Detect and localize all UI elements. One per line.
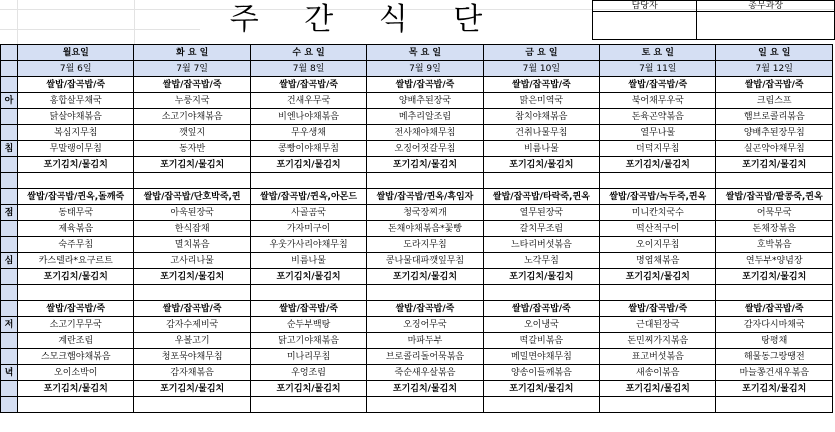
breakfast-menu-item: 쌀밥/잡곡밥/죽	[716, 77, 833, 93]
lunch-row	[1, 205, 833, 221]
lunch-menu-item: 미니칸치국수	[600, 205, 716, 221]
breakfast-menu-item: 돈육곤약볶음	[600, 109, 716, 125]
lunch-menu-item: 돈채장볶음	[716, 221, 833, 237]
breakfast-menu-item: 소고기야채볶음	[134, 109, 250, 125]
lunch-menu-item: 명엽채볶음	[600, 253, 716, 269]
dinner-menu-item	[483, 397, 599, 413]
lunch-menu-item: 호박볶음	[716, 237, 833, 253]
lunch-row	[1, 221, 833, 237]
dinner-menu-item	[716, 397, 833, 413]
breakfast-menu-item	[18, 173, 134, 189]
breakfast-menu-item: 무우생채	[250, 125, 366, 141]
breakfast-menu-item	[250, 173, 366, 189]
breakfast-row	[1, 173, 833, 189]
lunch-menu-item: 어묵무국	[716, 205, 833, 221]
breakfast-menu-item: 참치야채볶음	[483, 109, 599, 125]
lunch-label-cell: 점	[1, 205, 18, 221]
dinner-menu-item: 브로콜리돌어묵볶음	[367, 349, 483, 365]
sheet-gridline	[17, 0, 18, 44]
dinner-menu-item: 쌀밥/잡곡밥/죽	[716, 301, 833, 317]
lunch-menu-item: 쌀밥/잡곡밥/단호박죽,퀸	[134, 189, 250, 205]
dinner-menu-item: 죽순새우살볶음	[367, 365, 483, 381]
dinner-row	[1, 333, 833, 349]
dinner-menu-item: 감자다시마채국	[716, 317, 833, 333]
day-name: 목 요 일	[367, 45, 483, 61]
day-header-row	[1, 45, 833, 61]
lunch-label-cell	[1, 285, 18, 301]
breakfast-menu-item: 쌀밥/잡곡밥/죽	[18, 77, 134, 93]
dinner-row	[1, 397, 833, 413]
breakfast-menu-item: 포기김치/물김치	[18, 157, 134, 173]
breakfast-menu-item: 더덕지무침	[600, 141, 716, 157]
breakfast-menu-item	[483, 173, 599, 189]
dinner-menu-item: 메밀면야채무침	[483, 349, 599, 365]
dinner-menu-item: 새송이볶음	[600, 365, 716, 381]
breakfast-label-cell	[1, 109, 18, 125]
lunch-menu-item: 포기김치/물김치	[600, 269, 716, 285]
breakfast-menu-item: 포기김치/물김치	[134, 157, 250, 173]
page-title: 주 간 식 단	[229, 2, 501, 37]
breakfast-label-cell: 아	[1, 93, 18, 109]
breakfast-menu-item: 오징어젓갈무침	[367, 141, 483, 157]
approval-label-chief: 총무과장	[697, 1, 835, 12]
dinner-label-cell	[1, 349, 18, 365]
breakfast-label-cell	[1, 125, 18, 141]
dinner-menu-item: 돈민찌가지볶음	[600, 333, 716, 349]
lunch-menu-item: 숙주무침	[18, 237, 134, 253]
lunch-menu-item: 포기김치/물김치	[134, 269, 250, 285]
dinner-label-cell	[1, 333, 18, 349]
dinner-menu-item: 포기김치/물김치	[250, 381, 366, 397]
breakfast-menu-item	[367, 173, 483, 189]
dinner-menu-item: 오이냉국	[483, 317, 599, 333]
corner-cell	[1, 45, 18, 61]
dinner-menu-item: 표고버섯볶음	[600, 349, 716, 365]
lunch-menu-item: 쌀밥/잡곡밥/팥콩죽,퀸옥	[716, 189, 833, 205]
lunch-menu-item: 포기김치/물김치	[367, 269, 483, 285]
breakfast-label-cell	[1, 173, 18, 189]
dinner-label-cell	[1, 301, 18, 317]
dinner-row	[1, 301, 833, 317]
breakfast-row	[1, 141, 833, 157]
dinner-menu-item: 미나리무침	[250, 349, 366, 365]
lunch-label-cell	[1, 237, 18, 253]
dinner-label-cell: 저	[1, 317, 18, 333]
breakfast-menu-item: 동자반	[134, 141, 250, 157]
breakfast-menu-item: 실곤약야채무침	[716, 141, 833, 157]
dinner-menu-item: 오징어무국	[367, 317, 483, 333]
day-name: 일 요 일	[716, 45, 833, 61]
lunch-menu-item: 카스텔라*요구르트	[18, 253, 134, 269]
breakfast-menu-item	[600, 173, 716, 189]
lunch-menu-item: 떡산적구이	[600, 221, 716, 237]
breakfast-menu-item: 쌀밥/잡곡밥/죽	[367, 77, 483, 93]
dinner-menu-item: 양송이들깨볶음	[483, 365, 599, 381]
lunch-menu-item: 청국장찌개	[367, 205, 483, 221]
lunch-menu-item: 우웃가사리야채무침	[250, 237, 366, 253]
lunch-label-cell: 심	[1, 253, 18, 269]
dinner-menu-item: 마늘쫑건새우볶음	[716, 365, 833, 381]
lunch-menu-item: 포기김치/물김치	[716, 269, 833, 285]
lunch-menu-item: 도라지무침	[367, 237, 483, 253]
day-date: 7월 7일	[134, 61, 250, 77]
breakfast-menu-item: 열무나물	[600, 125, 716, 141]
breakfast-menu-item: 쌀밥/잡곡밥/죽	[250, 77, 366, 93]
dinner-menu-item: 쌀밥/잡곡밥/죽	[483, 301, 599, 317]
dinner-row	[1, 365, 833, 381]
lunch-menu-item	[367, 285, 483, 301]
day-date: 7월 11일	[600, 61, 716, 77]
dinner-menu-item: 포기김치/물김치	[134, 381, 250, 397]
lunch-menu-item: 갈치무조림	[483, 221, 599, 237]
breakfast-menu-item: 양배추된장국	[367, 93, 483, 109]
lunch-menu-item	[18, 285, 134, 301]
breakfast-menu-item: 건취나물무침	[483, 125, 599, 141]
breakfast-menu-item: 양배추된장무침	[716, 125, 833, 141]
lunch-menu-item	[250, 285, 366, 301]
dinner-menu-item: 포기김치/물김치	[483, 381, 599, 397]
breakfast-row	[1, 157, 833, 173]
sheet-gridline	[0, 29, 200, 30]
approval-sign-manager[interactable]	[593, 12, 697, 40]
breakfast-menu-item: 무말랭이무침	[18, 141, 134, 157]
dinner-menu-item: 포기김치/물김치	[367, 381, 483, 397]
dinner-menu-item: 근대된장국	[600, 317, 716, 333]
lunch-menu-item	[716, 285, 833, 301]
lunch-row	[1, 269, 833, 285]
breakfast-menu-item: 포기김치/물김치	[483, 157, 599, 173]
lunch-menu-item: 한식잡채	[134, 221, 250, 237]
dinner-menu-item: 해물동그랑땡전	[716, 349, 833, 365]
lunch-row	[1, 285, 833, 301]
breakfast-menu-item	[134, 173, 250, 189]
dinner-menu-item	[250, 397, 366, 413]
lunch-menu-item: 쌀밥/잡곡밥/녹두죽,퀸옥	[600, 189, 716, 205]
breakfast-menu-item: 포기김치/물김치	[250, 157, 366, 173]
dinner-menu-item: 쌀밥/잡곡밥/죽	[250, 301, 366, 317]
day-date: 7월 12일	[716, 61, 833, 77]
lunch-menu-item	[483, 285, 599, 301]
day-name: 금 요 일	[483, 45, 599, 61]
dinner-menu-item: 마파두부	[367, 333, 483, 349]
breakfast-menu-item: 콩빵이야채무침	[250, 141, 366, 157]
dinner-menu-item: 쌀밥/잡곡밥/죽	[367, 301, 483, 317]
dinner-menu-item: 감자채볶음	[134, 365, 250, 381]
dinner-menu-item	[600, 397, 716, 413]
lunch-label-cell	[1, 269, 18, 285]
dinner-menu-item: 떡갈비볶음	[483, 333, 599, 349]
dinner-label-cell: 녁	[1, 365, 18, 381]
breakfast-menu-item: 포기김치/물김치	[600, 157, 716, 173]
corner-cell	[1, 61, 18, 77]
dinner-row	[1, 317, 833, 333]
breakfast-menu-item	[716, 173, 833, 189]
dinner-menu-item: 쌀밥/잡곡밥/죽	[600, 301, 716, 317]
lunch-label-cell	[1, 189, 18, 205]
day-date: 7월 9일	[367, 61, 483, 77]
dinner-menu-item: 소고기무무국	[18, 317, 134, 333]
dinner-menu-item: 포기김치/물김치	[716, 381, 833, 397]
lunch-menu-item	[600, 285, 716, 301]
lunch-row	[1, 253, 833, 269]
lunch-menu-item: 돈채야채볶음*꽃빵	[367, 221, 483, 237]
lunch-menu-item: 쌀밥/잡곡밥/퀸옥,돌깨죽	[18, 189, 134, 205]
breakfast-menu-item: 쌀밥/잡곡밥/죽	[600, 77, 716, 93]
lunch-menu-item: 노각무침	[483, 253, 599, 269]
breakfast-label-cell: 침	[1, 141, 18, 157]
dinner-menu-item: 계란조림	[18, 333, 134, 349]
approval-sign-chief[interactable]	[697, 12, 835, 40]
lunch-menu-item: 쌀밥/잡곡밥/타락죽,퀸옥	[483, 189, 599, 205]
dinner-menu-item: 쌀밥/잡곡밥/죽	[18, 301, 134, 317]
day-date: 7월 6일	[18, 61, 134, 77]
approval-box	[592, 0, 835, 40]
dinner-menu-item: 청포묵야채무침	[134, 349, 250, 365]
dinner-label-cell	[1, 381, 18, 397]
day-name: 토 요 일	[600, 45, 716, 61]
dinner-row	[1, 381, 833, 397]
day-name: 수 요 일	[250, 45, 366, 61]
dinner-label-cell	[1, 397, 18, 413]
lunch-menu-item: 콩나물대파깻잎무침	[367, 253, 483, 269]
dinner-menu-item: 탕평채	[716, 333, 833, 349]
lunch-menu-item: 가자미구이	[250, 221, 366, 237]
breakfast-menu-item: 북어채무우국	[600, 93, 716, 109]
lunch-row	[1, 189, 833, 205]
lunch-label-cell	[1, 221, 18, 237]
breakfast-menu-item: 쌀밥/잡곡밥/죽	[134, 77, 250, 93]
day-name: 화 요 일	[134, 45, 250, 61]
breakfast-menu-item: 크림스프	[716, 93, 833, 109]
day-date: 7월 8일	[250, 61, 366, 77]
dinner-menu-item	[367, 397, 483, 413]
breakfast-menu-item: 비름나물	[483, 141, 599, 157]
breakfast-label-cell	[1, 77, 18, 93]
lunch-menu-item: 아욱된장국	[134, 205, 250, 221]
weekly-menu-table	[0, 44, 833, 413]
lunch-menu-item: 제육볶음	[18, 221, 134, 237]
lunch-menu-item: 비름나물	[250, 253, 366, 269]
breakfast-menu-item: 복심지무침	[18, 125, 134, 141]
dinner-menu-item: 우엉조림	[250, 365, 366, 381]
breakfast-label-cell	[1, 157, 18, 173]
sheet-gridline	[134, 0, 135, 44]
breakfast-menu-item: 닭살야채볶음	[18, 109, 134, 125]
lunch-menu-item: 포기김치/물김치	[18, 269, 134, 285]
dinner-menu-item: 감자수제비국	[134, 317, 250, 333]
lunch-menu-item: 쌀밥/잡곡밥/퀸옥,아몬드	[250, 189, 366, 205]
lunch-menu-item	[134, 285, 250, 301]
breakfast-menu-item: 포기김치/물김치	[367, 157, 483, 173]
dinner-menu-item	[134, 397, 250, 413]
dinner-menu-item: 우볼고기	[134, 333, 250, 349]
breakfast-menu-item: 비엔나야채볶음	[250, 109, 366, 125]
dinner-menu-item: 쌀밥/잡곡밥/죽	[134, 301, 250, 317]
lunch-menu-item: 멸치볶음	[134, 237, 250, 253]
breakfast-menu-item: 전사채야채무침	[367, 125, 483, 141]
lunch-menu-item: 쌀밥/잡곡밥/퀸옥/흑임자	[367, 189, 483, 205]
dinner-menu-item	[18, 397, 134, 413]
dinner-menu-item: 포기김치/물김치	[18, 381, 134, 397]
breakfast-row	[1, 77, 833, 93]
dinner-menu-item: 오이소박이	[18, 365, 134, 381]
breakfast-menu-item: 누룽지국	[134, 93, 250, 109]
lunch-menu-item: 사골곰국	[250, 205, 366, 221]
lunch-menu-item: 느타리버섯볶음	[483, 237, 599, 253]
breakfast-row	[1, 125, 833, 141]
lunch-menu-item: 오이지무침	[600, 237, 716, 253]
dinner-row	[1, 349, 833, 365]
date-header-row	[1, 61, 833, 77]
lunch-menu-item: 포기김치/물김치	[250, 269, 366, 285]
breakfast-menu-item: 홍합살무채국	[18, 93, 134, 109]
approval-label-manager: 담당자	[593, 1, 697, 12]
breakfast-row	[1, 93, 833, 109]
breakfast-menu-item: 포기김치/물김치	[716, 157, 833, 173]
breakfast-menu-item: 맑은미역국	[483, 93, 599, 109]
breakfast-menu-item: 깻잎지	[134, 125, 250, 141]
day-date: 7월 10일	[483, 61, 599, 77]
lunch-menu-item: 연두부*양념장	[716, 253, 833, 269]
dinner-menu-item: 스모크햄야채볶음	[18, 349, 134, 365]
breakfast-menu-item: 쌀밥/잡곡밥/죽	[483, 77, 599, 93]
dinner-menu-item: 포기김치/물김치	[600, 381, 716, 397]
dinner-menu-item: 닭고기야채볶음	[250, 333, 366, 349]
breakfast-menu-item: 메추리알조림	[367, 109, 483, 125]
breakfast-row	[1, 109, 833, 125]
lunch-row	[1, 237, 833, 253]
dinner-menu-item: 순두부백탕	[250, 317, 366, 333]
lunch-menu-item: 고사리나물	[134, 253, 250, 269]
lunch-menu-item: 포기김치/물김치	[483, 269, 599, 285]
breakfast-menu-item: 햄브로콜리볶음	[716, 109, 833, 125]
day-name: 월요일	[18, 45, 134, 61]
lunch-menu-item: 동태무국	[18, 205, 134, 221]
breakfast-menu-item: 건새우무국	[250, 93, 366, 109]
lunch-menu-item: 열무된장국	[483, 205, 599, 221]
